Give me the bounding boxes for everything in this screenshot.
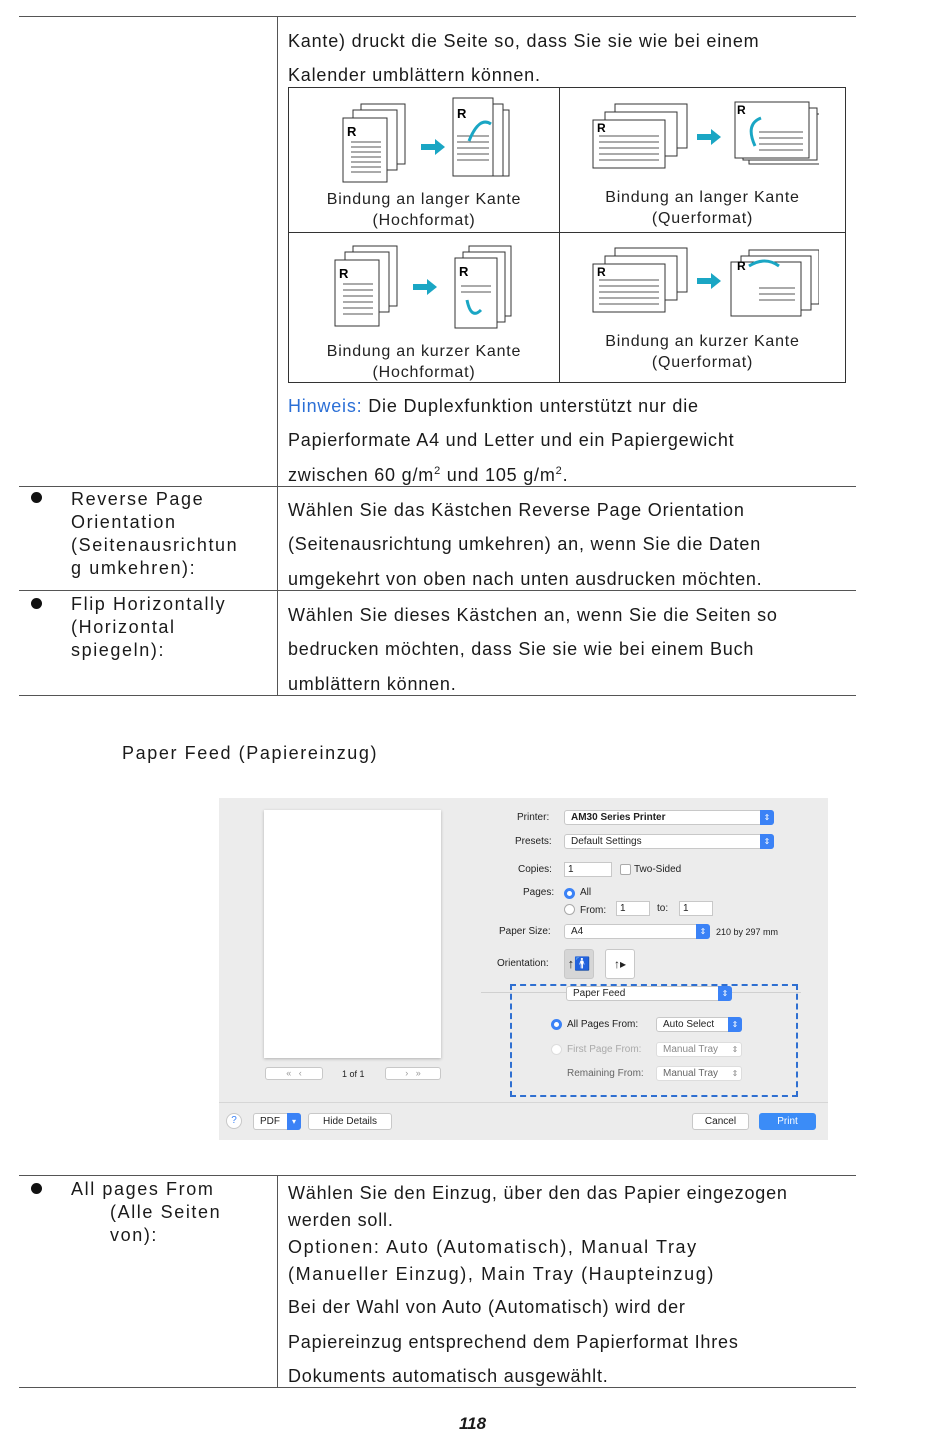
bullet [31, 492, 42, 503]
table-bottom-rule [19, 695, 856, 696]
reverse-desc-line: umgekehrt von oben nach unten ausdrucken möchten. [288, 569, 763, 589]
section-heading: Paper Feed (Papiereinzug) [122, 743, 379, 763]
pages-from-radio[interactable] [564, 904, 575, 915]
table-row-divider [19, 590, 856, 591]
cancel-button[interactable]: Cancel [692, 1113, 749, 1130]
note-line: Hinweis: Die Duplexfunktion unterstützt nur die [288, 396, 699, 416]
pages-label: Pages: [523, 887, 555, 898]
copies-field[interactable]: 1 [564, 862, 612, 877]
chevron-updown-icon: ⇕ [731, 1069, 739, 1078]
table-column-divider [277, 1175, 278, 1388]
chevron-updown-icon: ⇕ [731, 1045, 739, 1054]
chevron-down-icon: ▾ [287, 1113, 301, 1130]
landscape-orientation-button[interactable]: ↑▸ [605, 949, 635, 979]
desc-line: Optionen: Auto (Automatisch), Manual Tray [288, 1237, 698, 1257]
diagram-caption: Bindung an langer Kante (Querformat) [605, 189, 800, 227]
portrait-orientation-button[interactable]: ↑🚹 [564, 949, 594, 979]
pages-to-field[interactable]: 1 [679, 901, 713, 916]
paper-size-label: Paper Size: [499, 926, 551, 937]
first-page-from-select[interactable]: Manual Tray ⇕ [656, 1042, 742, 1057]
pages-from-label: From: [580, 905, 607, 916]
reverse-page-orientation-label: Reverse Page Orientation (Seitenausrichtun g umkehren): [71, 489, 239, 578]
two-sided-checkbox[interactable] [620, 864, 631, 875]
long-edge-portrait-illustration [339, 96, 519, 191]
page-nav-prev[interactable]: « ‹ [265, 1067, 323, 1080]
table-row-divider [19, 486, 856, 487]
flip-horizontally-label: Flip Horizontally (Horizontal spiegeln): [71, 594, 227, 660]
diagram-caption: Bindung an langer Kante (Hochformat) [326, 191, 522, 229]
diagram-caption: Bindung an kurzer Kante (Querformat) [605, 333, 800, 371]
remaining-from-select[interactable]: Manual Tray ⇕ [656, 1066, 742, 1081]
svg-text:R: R [597, 121, 606, 135]
svg-text:R: R [737, 259, 746, 273]
note-line: Papierformate A4 und Letter und ein Papiergewicht [288, 430, 735, 450]
chevron-updown-icon: ⇕ [760, 834, 774, 849]
short-edge-portrait-illustration [331, 240, 521, 332]
pages-from-field[interactable]: 1 [616, 901, 650, 916]
paper-size-select[interactable]: A4 ⇕ [564, 924, 710, 939]
long-edge-landscape-illustration [589, 100, 819, 180]
reverse-desc-line: (Seitenausrichtung umkehren) an, wenn Sie die Daten [288, 534, 762, 554]
bullet [31, 598, 42, 609]
note-line: zwischen 60 $g/m^2$ und 105 $g/m^2$. [288, 465, 569, 485]
copies-label: Copies: [518, 864, 552, 875]
first-page-from-label: First Page From: [567, 1044, 642, 1055]
two-sided-label: Two-Sided [634, 864, 682, 875]
chevron-updown-icon: ⇕ [760, 810, 774, 825]
panel-select[interactable]: Paper Feed ⇕ [566, 986, 732, 1001]
svg-text:R: R [737, 103, 746, 117]
print-button[interactable]: Print [759, 1113, 816, 1130]
desc-line: werden soll. [288, 1210, 394, 1230]
orientation-label: Orientation: [497, 958, 549, 969]
svg-text:R: R [459, 264, 469, 279]
svg-text:R: R [457, 106, 467, 121]
all-pages-from-term: All pages From (Alle Seiten von): [71, 1179, 222, 1245]
duplex-binding-diagram [288, 87, 846, 383]
chevron-updown-icon: ⇕ [728, 1017, 742, 1032]
table-column-divider [277, 16, 278, 695]
svg-text:R: R [347, 124, 357, 139]
remaining-from-label: Remaining From: [567, 1068, 644, 1079]
printer-select[interactable]: AM30 Series Printer ⇕ [564, 810, 774, 825]
desc-line: Papiereinzug entsprechend dem Papierformat Ihres [288, 1332, 739, 1352]
page-number: 118 [458, 1414, 487, 1433]
flip-desc-line: umblättern können. [288, 674, 457, 694]
all-pages-from-radio[interactable] [551, 1019, 562, 1030]
page-nav-next[interactable]: › » [385, 1067, 441, 1080]
diagram-caption: Bindung an kurzer Kante (Hochformat) [326, 343, 522, 381]
all-pages-from-select[interactable]: Auto Select ⇕ [656, 1017, 742, 1032]
flip-desc-line: bedrucken möchten, dass Sie sie wie bei einem Buch [288, 639, 755, 659]
pdf-menu-button[interactable]: PDF ▾ [253, 1113, 301, 1130]
page-preview [264, 810, 441, 1058]
all-pages-from-label: All Pages From: [567, 1019, 639, 1030]
desc-line: Bei der Wahl von Auto (Automatisch) wird der [288, 1297, 686, 1317]
short-edge-landscape-illustration [589, 244, 819, 324]
print-dialog-screenshot [219, 798, 828, 1140]
pages-all-radio[interactable] [564, 888, 575, 899]
presets-label: Presets: [515, 836, 552, 847]
chevron-updown-icon: ⇕ [696, 924, 710, 939]
page-counter: 1 of 1 [342, 1069, 365, 1079]
desc-line: Dokuments automatisch ausgewählt. [288, 1366, 609, 1386]
flip-desc-line: Wählen Sie dieses Kästchen an, wenn Sie die Seiten so [288, 605, 778, 625]
svg-text:R: R [597, 265, 606, 279]
paper-size-dims: 210 by 297 mm [716, 927, 779, 937]
continued-text-line: Kante) druckt die Seite so, dass Sie sie wie bei einem [288, 31, 760, 51]
bullet [31, 1183, 42, 1194]
table-top-rule [19, 1175, 856, 1176]
separator [219, 1102, 828, 1103]
continued-text-line: Kalender umblättern können. [288, 65, 541, 85]
hide-details-button[interactable]: Hide Details [308, 1113, 392, 1130]
table-bottom-rule [19, 1387, 856, 1388]
reverse-desc-line: Wählen Sie das Kästchen Reverse Page Orientation [288, 500, 745, 520]
desc-line: (Manueller Einzug), Main Tray (Haupteinzug) [288, 1264, 715, 1284]
chevron-updown-icon: ⇕ [718, 986, 732, 1001]
first-page-from-radio[interactable] [551, 1044, 562, 1055]
presets-select[interactable]: Default Settings ⇕ [564, 834, 774, 849]
svg-text:R: R [339, 266, 349, 281]
table-top-rule [19, 16, 856, 17]
pages-to-label: to: [657, 903, 669, 914]
help-button[interactable]: ? [226, 1113, 242, 1129]
note-label: Hinweis: [288, 396, 363, 416]
printer-label: Printer: [517, 812, 550, 823]
pages-all-label: All [580, 887, 592, 898]
desc-line: Wählen Sie den Einzug, über den das Papier eingezogen [288, 1183, 788, 1203]
